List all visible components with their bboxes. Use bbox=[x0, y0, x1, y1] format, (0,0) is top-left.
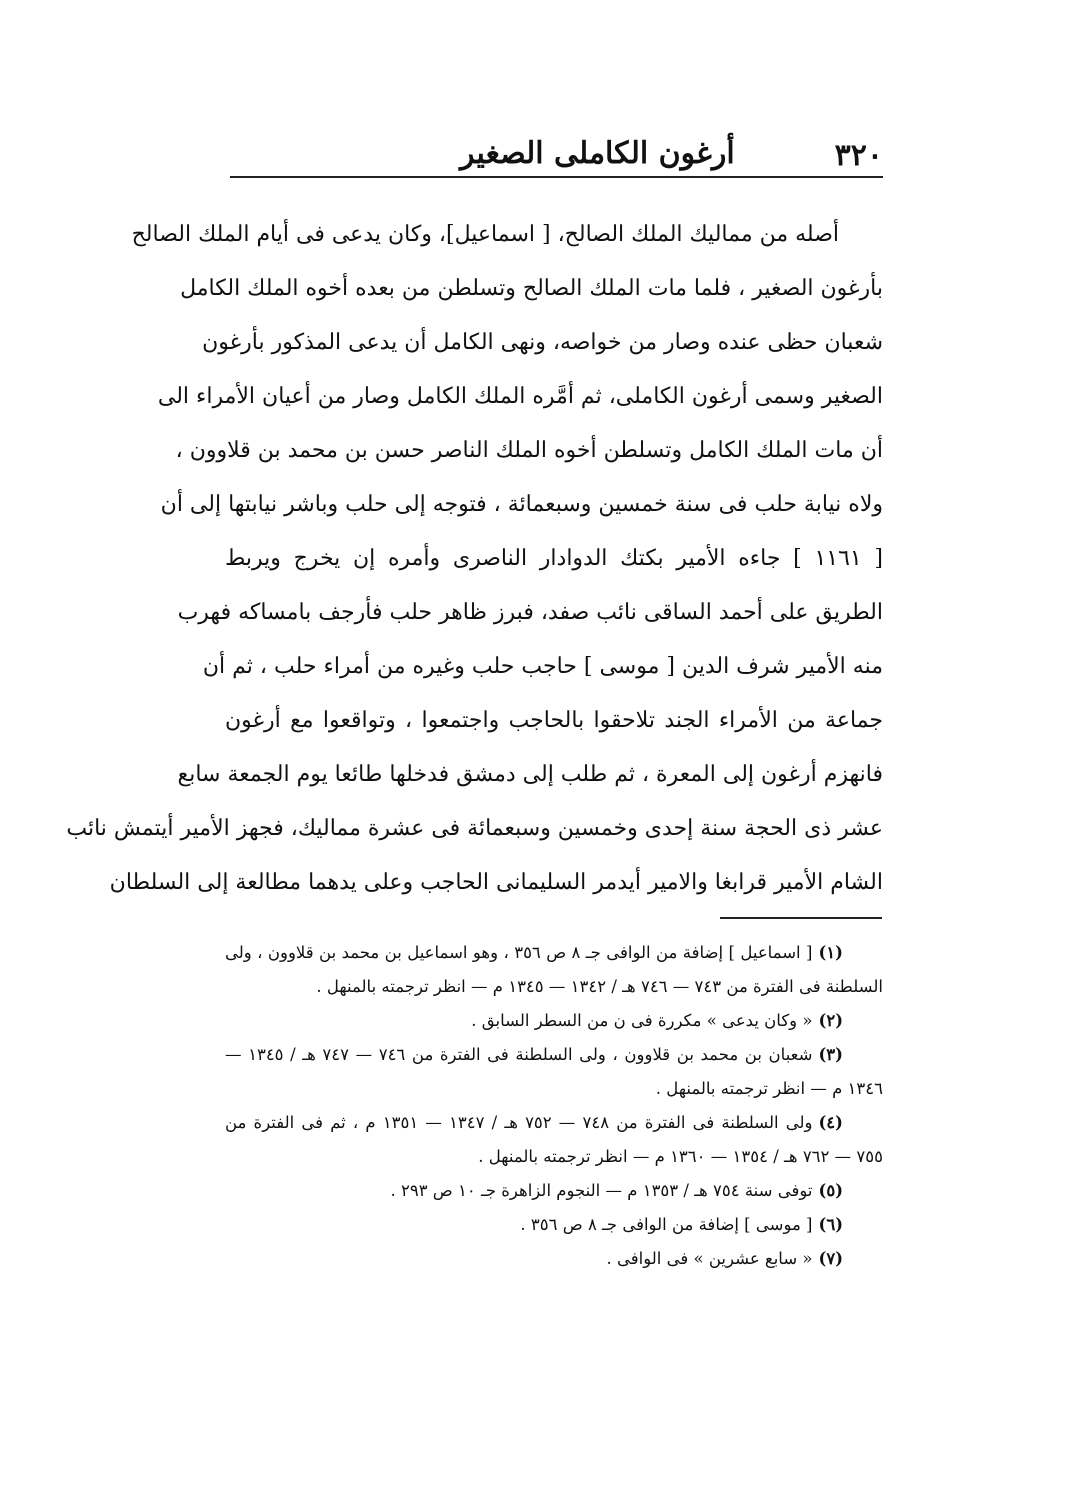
footnote-number: (٧) bbox=[818, 1249, 843, 1268]
footnote-number: (٥) bbox=[818, 1181, 843, 1200]
footnote-line bbox=[225, 1208, 883, 1242]
footnote bbox=[225, 1038, 883, 1106]
main-text bbox=[66, 208, 884, 910]
footnote-separator bbox=[720, 917, 882, 919]
text-line: شعبان حظى عنده وصار من خواصه، ونهى الكامل أن يدعى المذكور بأرغون bbox=[202, 330, 883, 355]
running-title: أرغون الكاملى الصغير bbox=[460, 136, 735, 171]
text-line: عشر ذى الحجة سنة إحدى وخمسين وسبعمائة فى عشرة مماليك، فجهز الأمير أيتمش نائب bbox=[66, 816, 883, 841]
footnote-line bbox=[225, 1004, 883, 1038]
footnote bbox=[225, 1004, 883, 1038]
text-line: بأرغون الصغير ، فلما مات الملك الصالح وتسلطن من بعده أخوه الملك الكامل bbox=[180, 276, 883, 301]
text-line: الصغير وسمى أرغون الكاملى، ثم أمَّره الملك الكامل وصار من أعيان الأمراء الى bbox=[157, 384, 883, 409]
footnote-text: توفى سنة ٧٥٤ هـ / ١٣٥٣ م — النجوم الزاهرة جـ ١٠ ص ٢٩٣ . bbox=[390, 1181, 813, 1200]
footnote bbox=[225, 1208, 883, 1242]
text-line: ولاه نيابة حلب فى سنة خمسين وسبعمائة ، فتوجه إلى حلب وباشر نيابتها إلى أن bbox=[160, 492, 883, 517]
text-line: [ ١١٦١ ] جاءه الأمير بكتك الدوادار الناصرى وأمره إن يخرج ويربط bbox=[225, 546, 884, 571]
footnote-text: ولى السلطنة فى الفترة من ٧٤٨ — ٧٥٢ هـ / ١٣٤٧ — ١٣٥١ م ، ثم فى الفترة من bbox=[225, 1113, 813, 1132]
footnote-number: (٦) bbox=[818, 1215, 843, 1234]
footnote-text: [ موسى ] إضافة من الوافى جـ ٨ ص ٣٥٦ . bbox=[520, 1215, 813, 1234]
footnote bbox=[225, 1174, 883, 1208]
footnote-number: (٣) bbox=[818, 1045, 843, 1064]
footnote-line: السلطنة فى الفترة من ٧٤٣ — ٧٤٦ هـ / ١٣٤٢ — ١٣٤٥ م — انظر ترجمته بالمنهل . bbox=[316, 977, 883, 996]
footnote-line bbox=[225, 936, 883, 970]
footnote bbox=[225, 936, 883, 1004]
page-header bbox=[230, 132, 883, 178]
footnote-text: شعبان بن محمد بن قلاوون ، ولى السلطنة فى الفترة من ٧٤٦ — ٧٤٧ هـ / ١٣٤٥ — bbox=[225, 1045, 813, 1064]
footnote-line bbox=[225, 1106, 883, 1140]
footnote-text: « وكان يدعى » مكررة فى ن من السطر السابق . bbox=[471, 1011, 813, 1030]
footnote-line: ١٣٤٦ م — انظر ترجمته بالمنهل . bbox=[655, 1079, 883, 1098]
footnote-text: [ اسماعيل ] إضافة من الوافى جـ ٨ ص ٣٥٦ ، وهو اسماعيل بن محمد بن قلاوون ، ولى bbox=[225, 943, 813, 962]
footnote-number: (٢) bbox=[818, 1011, 843, 1030]
footnote bbox=[225, 1106, 883, 1174]
footnote-text: « سابع عشرين » فى الوافى . bbox=[606, 1249, 813, 1268]
footnote-number: (٤) bbox=[818, 1113, 843, 1132]
footnotes bbox=[225, 936, 883, 1276]
footnote-line: ٧٥٥ — ٧٦٢ هـ / ١٣٥٤ — ١٣٦٠ م — انظر ترجمته بالمنهل . bbox=[478, 1147, 883, 1166]
footnote-number: (١) bbox=[818, 943, 843, 962]
text-line: الطريق على أحمد الساقى نائب صفد، فبرز ظاهر حلب فأرجف بامساكه فهرب bbox=[177, 600, 883, 625]
text-line: أصله من مماليك الملك الصالح، [ اسماعيل]، وكان يدعى فى أيام الملك الصالح bbox=[131, 222, 839, 247]
footnote bbox=[225, 1242, 883, 1276]
text-line: منه الأمير شرف الدين [ موسى ] حاجب حلب وغيره من أمراء حلب ، ثم أن bbox=[202, 654, 883, 679]
page-number: ٣٢٠ bbox=[834, 138, 883, 173]
text-line: أن مات الملك الكامل وتسلطن أخوه الملك الناصر حسن بن محمد بن قلاوون ، bbox=[175, 438, 883, 463]
text-line: جماعة من الأمراء الجند تلاحقوا بالحاجب واجتمعوا ، وتواقعوا مع أرغون bbox=[225, 708, 883, 733]
footnote-line bbox=[225, 1038, 883, 1072]
text-line: فانهزم أرغون إلى المعرة ، ثم طلب إلى دمشق فدخلها طائعا يوم الجمعة سابع bbox=[177, 762, 883, 787]
footnote-line bbox=[225, 1174, 883, 1208]
text-line: الشام الأمير قرابغا والامير أيدمر السليمانى الحاجب وعلى يدهما مطالعة إلى السلطان bbox=[109, 870, 883, 895]
footnote-line bbox=[225, 1242, 883, 1276]
